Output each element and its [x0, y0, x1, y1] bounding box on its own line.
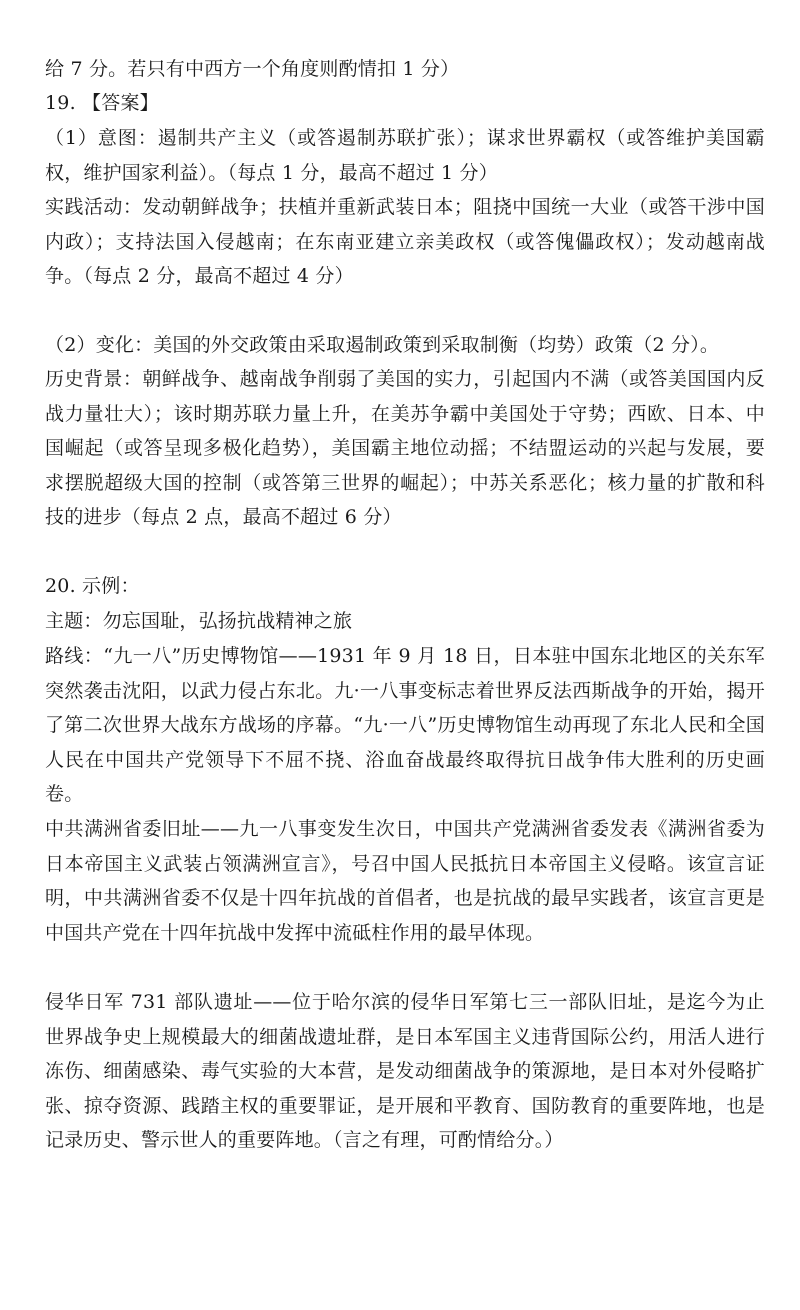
q20-site-unit-731: 侵华日军 731 部队遗址——位于哈尔滨的侵华日军第七三一部队旧址，是迄今为止世界战争史上规模最大的细菌战遗址群，是日本军国主义违背国际公约，用活人进行冻伤、细菌感染、毒气实验的大本营，是发动细菌战争的策源地，是日本对外侵略扩张、掠夺资源、践踏主权的重要罪证，是开展和平教育、国防教育的重要阵地，也是记录历史、警示世人的重要阵地。（言之有理，可酌情给分。） [45, 991, 765, 1151]
q20-header: 20. 示例： [45, 575, 140, 597]
q18-tail-line: 给 7 分。若只有中西方一个角度则酌情扣 1 分） [45, 58, 460, 80]
q20-site-manchuria-committee: 中共满洲省委旧址——九一八事变发生次日，中国共产党满洲省委发表《满洲省委为日本帝国主义武装占领满洲宣言》，号召中国人民抵抗日本帝国主义侵略。该宣言证明，中共满洲省委不仅是十四年抗战的首倡者，也是抗战的最早实践者，该宣言更是中国共产党在十四年抗战中发挥中流砥柱作用的最早体现。 [45, 818, 765, 944]
q19-part2-change: （2）变化：美国的外交政策由采取遏制政策到采取制衡（均势）政策（2 分）。 [45, 334, 720, 356]
q20-route-918-museum: 路线：“九一八”历史博物馆——1931 年 9 月 18 日，日本驻中国东北地区的关东军突然袭击沈阳，以武力侵占东北。九·一八事变标志着世界反法西斯战争的开始，揭开了第二次世界大战东方战场的序幕。“九·一八”历史博物馆生动再现了东北人民和全国人民在中国共产党领导下不屈不挠、浴血奋战最终取得抗日战争伟大胜利的历史画卷。 [45, 645, 765, 805]
q19-part2-background: 历史背景：朝鲜战争、越南战争削弱了美国的实力，引起国内不满（或答美国国内反战力量壮大）；该时期苏联力量上升，在美苏争霸中美国处于守势；西欧、日本、中国崛起（或答呈现多极化趋势），美国霸主地位动摇；不结盟运动的兴起与发展，要求摆脱超级大国的控制（或答第三世界的崛起）；中苏关系恶化；核力量的扩散和科技的进步（每点 2 点，最高不超过 6 分） [45, 368, 765, 528]
q19-header: 19. 【答案】 [45, 92, 159, 114]
q20-theme: 主题：勿忘国耻，弘扬抗战精神之旅 [45, 610, 353, 632]
q19-part1-intent: （1）意图：遏制共产主义（或答遏制苏联扩张）；谋求世界霸权（或答维护美国霸权，维护国家利益）。（每点 1 分，最高不超过 1 分） [45, 127, 765, 184]
q19-part1-practice: 实践活动：发动朝鲜战争；扶植并重新武装日本；阻挠中国统一大业（或答干涉中国内政）；支持法国入侵越南；在东南亚建立亲美政权（或答傀儡政权）；发动越南战争。（每点 2 分，最高不超过 4 分） [45, 196, 765, 287]
